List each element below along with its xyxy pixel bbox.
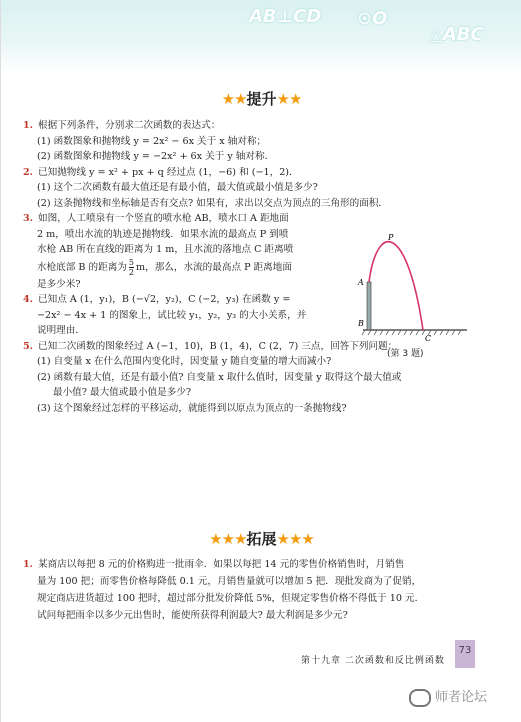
stars-left: ★★ [221,90,247,108]
text-line [23,590,501,607]
text-line [23,118,501,134]
watermark-text: 师者论坛 [435,690,488,705]
line-text: (2) 这条抛物线和坐标轴是否有交点? 如果有，求出以交点为顶点的三角形的面积． [37,197,389,209]
decor-triangle: △ABC [429,24,484,45]
stars-right: ★★ [276,90,302,108]
figure-caption: (第 3 题) [387,349,424,359]
line-text: 试问每把雨伞以多少元出售时，能使所获得利润最大? 最大利润是多少元? [37,610,348,621]
line-text: 说明理由． [37,325,85,336]
line-text: 如图，人工喷泉有一个竖直的喷水枪 AB，喷水口 A 距地面 [38,213,289,224]
text-line [23,573,501,590]
text-line [23,134,501,150]
section-title-extend [1,528,521,549]
page-number: 73 [455,640,475,668]
line-text: (1) 自变量 x 在什么范围内变化时，因变量 y 随自变量的增大而减小? [37,356,332,367]
stars-right: ★★★ [276,530,314,548]
figure-label-b: B [358,319,364,328]
line-text: 水枪 AB 所在直线的距离为 1 m，且水流的落地点 C 距离喷 [37,244,294,255]
stars-left: ★★★ [209,530,247,548]
line-text: 是多少米? [37,278,81,290]
exercise-list-extend [23,556,501,624]
exercise-number: 5. [23,340,34,352]
text-line [23,180,501,196]
chapter-footer: 第十九章 二次函数和反比例函数 [301,656,445,666]
text-line [23,370,501,386]
line-text: 根据下列条件，分别求二次函数的表达式： [38,120,221,131]
wechat-icon [409,689,431,707]
line-text: (1) 函数图象和抛物线 y = 2x² − 6x 关于 x 轴对称； [37,135,267,147]
line-text: (2) 函数有最大值，还是有最小值? 自变量 x 取什么值时，因变量 y 取得这个最大值或 [37,371,402,383]
fraction-denominator: 2 [128,267,134,277]
text-line [23,385,501,401]
line-text: 最小值? 最大值或最小值是多少? [53,387,192,398]
frac-before: 水枪底部 B 的距离为 [37,261,127,273]
fountain-figure [355,232,479,364]
exercise-number: 1. [23,559,34,570]
line-text: (1) 这个二次函数有最大值还是有最小值，最大值或最小值是多少? [37,182,318,193]
figure-label-p: P [388,233,394,242]
line-text: 规定商店进货超过 100 把时，超过部分批发价降低 5%，但规定零售价格不得低于 10 元． [37,593,425,604]
line-text: 已知点 A (1，y₁)，B (−√2，y₂)，C (−2，y₃) 在函数 y = [38,294,291,305]
section-title-text: 拓展 [246,530,277,548]
line-text: 量为 100 把；而零售价格每降低 0.1 元，月销售量就可以增加 5 把．现批发商为了促销， [37,576,422,587]
decor-perpendicular: AB⊥CD [249,6,322,27]
fraction-numerator: 5 [128,257,134,267]
frac-after: m，那么，水流的最高点 P 距离地面 [136,261,292,273]
text-line [23,401,501,417]
line-text: −2x² − 4x + 1 的图象上，试比较 y₁，y₂，y₃ 的大小关系，并 [37,309,307,321]
text-line [23,211,501,227]
line-text: (2) 函数图象和抛物线 y = −2x² + 6x 关于 y 轴对称． [37,151,275,162]
watermark [409,686,487,707]
figure-label-c: C [425,334,432,343]
text-line [23,607,501,624]
exercise-number: 1. [23,120,34,131]
line-text: 已知抛物线 y = x² + px + q 经过点 (1，−6) 和 (−1，2)． [38,166,299,178]
line-text: 2 m，喷出水流的轨迹是抛物线．如果水流的最高点 P 到喷 [37,228,289,240]
section-title-improve [1,88,521,109]
section-title-text: 提升 [246,90,277,108]
exercise-number: 2. [23,166,34,178]
line-text: 已知二次函数的图象经过 A (−1，10)，B (1，4)，C (2，7) 三点，回答下列问题： [38,340,398,352]
exercise-number: 3. [23,213,34,224]
text-line [23,196,501,212]
text-line [23,556,501,573]
line-text: (3) 这个图象经过怎样的平移运动，就能得到以原点为顶点的一条抛物线? [37,402,347,414]
fraction [129,258,134,277]
exercise-number: 4. [23,294,34,305]
text-line [23,149,501,165]
line-text: 某商店以每把 8 元的价格购进一批雨伞．如果以每把 14 元的零售价格销售时，月销售 [38,559,405,570]
text-line [23,165,501,181]
figure-label-a: A [358,278,364,287]
decor-circle: ⊙O [357,8,388,29]
